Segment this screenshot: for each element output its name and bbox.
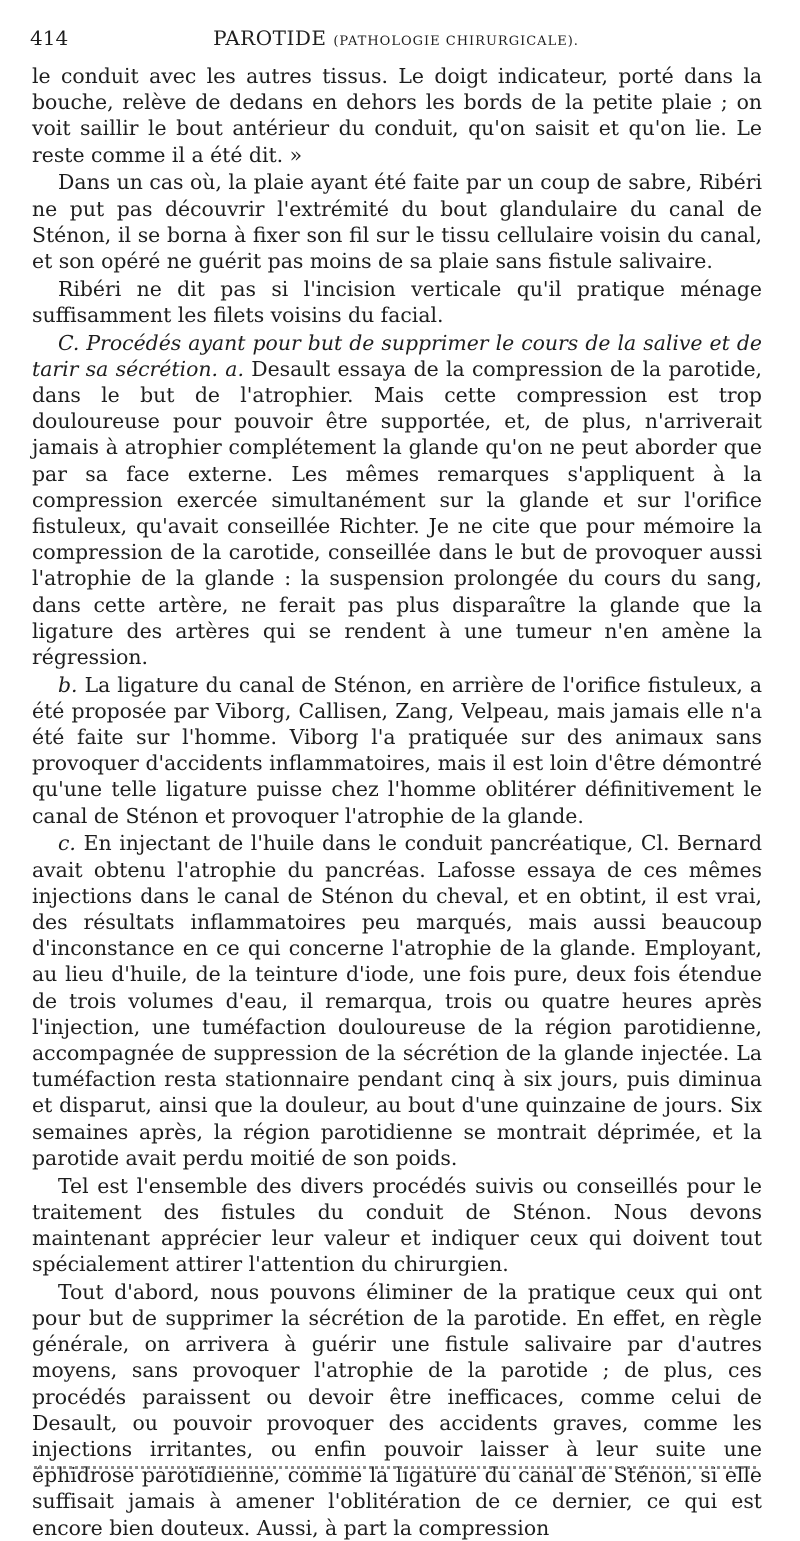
section-c-heading: C. Procédés ayant pour but de supprimer le cours de la salive et de tarir sa sécrétion.	[32, 330, 762, 381]
footer-dotted-rule	[34, 1466, 756, 1469]
paragraph-riberi-incision: Ribéri ne dit pas si l'incision verticale qu'il pratique ménage suffisamment les filets voisins du facial.	[32, 276, 762, 327]
item-c-marker: c.	[58, 831, 76, 856]
page-number: 414	[30, 26, 69, 50]
paragraph-section-c	[32, 330, 762, 671]
running-header	[30, 26, 762, 56]
paragraph-ensemble-procedes: Tel est l'ensemble des divers procédés suivis ou conseillés pour le traitement des fistules du conduit de Sténon. Nous devons maintenant apprécier leur valeur et indiquer ceux qui doivent tout spécialement attirer l'attention du chirurgien.	[32, 1173, 762, 1277]
item-a-text: Desault essaya de la compression de la parotide, dans le but de l'atrophier. Mais cette compression est trop douloureuse pour pouvoir être supportée, et, de plus, n'arriverait jamais à atrophier complétement la glande qu'on ne peut aborder que par sa face externe. Les mêmes remarques s'appliquent à la compression exercée simultanément sur la glande et sur l'orifice fistuleux, qu'avait conseillée Richter. Je ne cite que pour mémoire la compression de la carotide, conseillée dans le but de provoquer aussi l'atrophie de la glande : la suspension prolongée du cours du sang, dans cette artère, ne ferait pas plus disparaître la glande que la ligature des artères qui se rendent à une tumeur n'en amène la régression.	[32, 356, 763, 669]
item-b-text: La ligature du canal de Sténon, en arrière de l'orifice fistuleux, a été proposée par Viborg, Callisen, Zang, Velpeau, mais jamais elle n'a été faite sur l'homme. Viborg l'a pratiquée sur des animaux sans provoquer d'accidents inflammatoires, mais il est loin d'être démontré qu'une telle ligature puisse chez l'homme oblitérer définitivement le canal de Sténon et provoquer l'atrophie de la glande.	[32, 672, 763, 828]
running-title-sub: (PATHOLOGIE CHIRURGICALE).	[333, 34, 579, 49]
running-title	[30, 26, 762, 50]
item-c-text: En injectant de l'huile dans le conduit pancréatique, Cl. Bernard avait obtenu l'atrophie du pancréas. Lafosse essaya de ces mêmes injections dans le canal de Sténon du cheval, et en obtint, il est vrai, des résultats inflammatoires peu marqués, mais aussi beaucoup d'inconstance en ce qui concerne l'atrophie de la glande. Employant, au lieu d'huile, de la teinture d'iode, une fois pure, deux fois étendue de trois volumes d'eau, il remarqua, trois ou quatre heures après l'injection, une tuméfaction douloureuse de la région parotidienne, accompagnée de suppression de la sécrétion de la glande injectée. La tuméfaction resta stationnaire pendant cinq à six jours, puis diminua et disparut, ainsi que la douleur, au bout d'une quinzaine de jours. Six semaines après, la région parotidienne se montrait déprimée, et la parotide avait perdu moitié de son poids.	[32, 831, 762, 1170]
running-title-main: PAROTIDE	[213, 26, 327, 50]
paragraph-riberi-sabre-case: Dans un cas où, la plaie ayant été faite par un coup de sabre, Ribéri ne put pas découvrir l'extrémité du bout glandulaire du canal de Sténon, il se borna à fixer son fil sur le tissu cellulaire voisin du canal, et son opéré ne guérit pas moins de sa plaie sans fistule salivaire.	[32, 170, 762, 273]
item-b-marker: b.	[58, 672, 78, 697]
item-a-marker: a.	[225, 356, 244, 381]
paragraph-item-c	[32, 830, 762, 1171]
paragraph-continuation: le conduit avec les autres tissus. Le doigt indicateur, porté dans la bouche, relève de dedans en dehors les bords de la petite plaie ; on voit saillir le bout antérieur du conduit, qu'on saisit et qu'on lie. Le reste comme il a été dit. »	[32, 64, 762, 167]
paragraph-item-b	[32, 672, 762, 829]
paragraph-tout-dabord: Tout d'abord, nous pouvons éliminer de la pratique ceux qui ont pour but de supprimer la sécrétion de la parotide. En effet, en règle générale, on arrivera à guérir une fistule salivaire par d'autres moyens, sans provoquer l'atrophie de la parotide ; de plus, ces procédés paraissent ou devoir être inefficaces, comme celui de Desault, ou pouvoir provoquer des accidents graves, comme les injections irritantes, ou enfin pouvoir laisser à leur suite une éphidrose parotidienne, comme la ligature du canal de Sténon, si elle suffisait jamais à amener l'oblitération de ce dernier, ce qui est encore bien douteux. Aussi, à part la compression	[32, 1279, 762, 1540]
body-text	[32, 63, 762, 1541]
